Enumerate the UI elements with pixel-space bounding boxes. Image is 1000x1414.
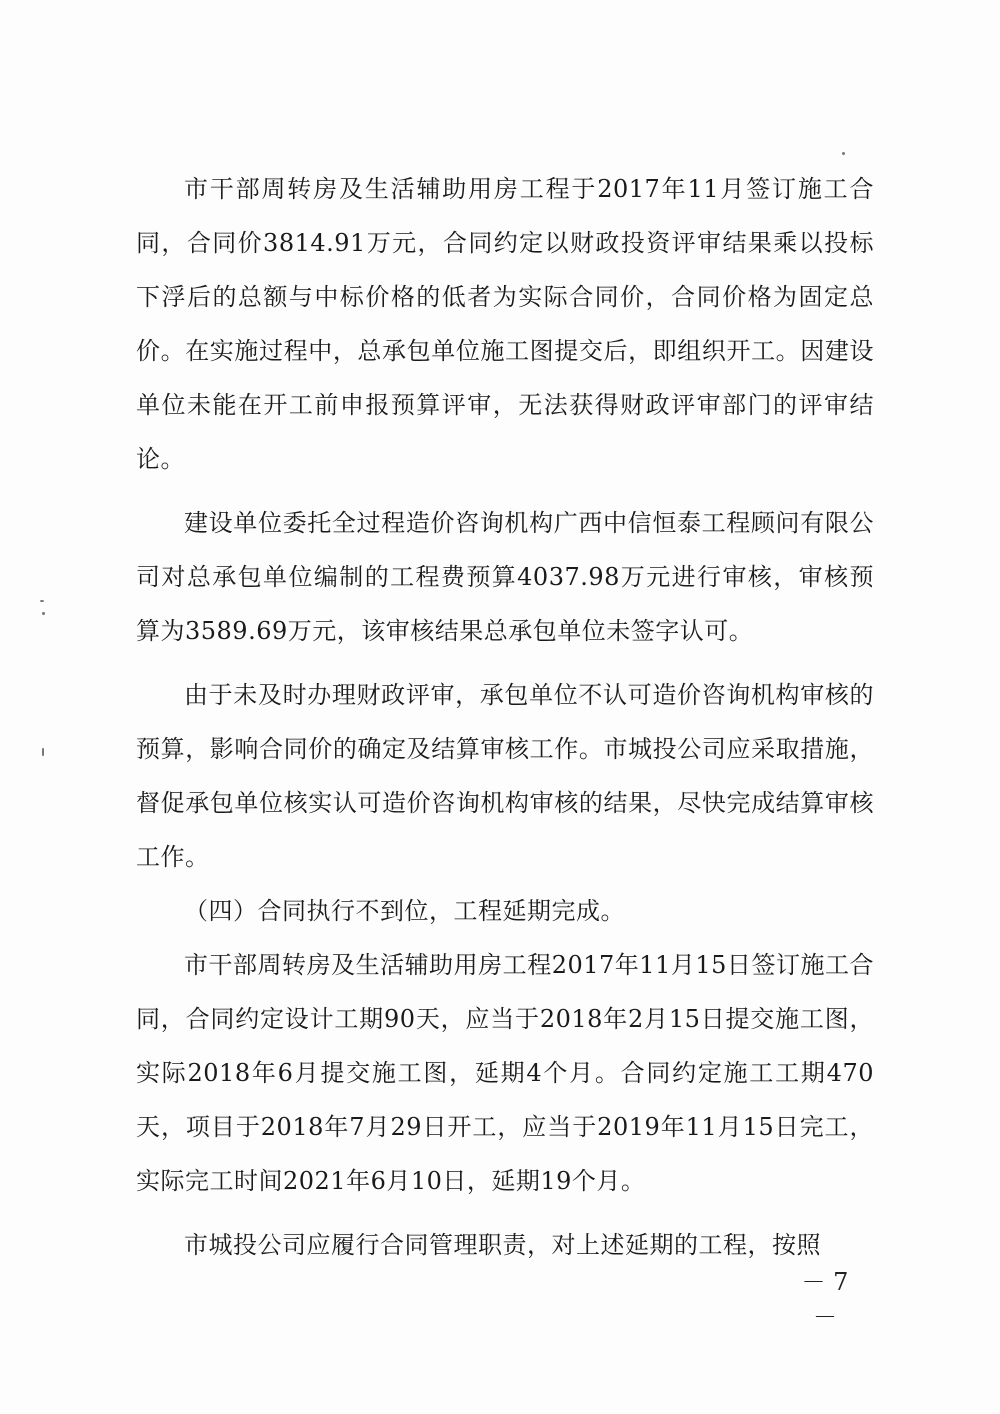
paragraph: 市干部周转房及生活辅助用房工程于2017年11月签订施工合同，合同价3814.91万元，合同约定以财政投资评审结果乘以投标下浮后的总额与中标价格的低者为实际合同价，合同价格为固定总价。在实施过程中，总承包单位施工图提交后，即组织开工。因建设单位未能在开工前申报预算评审，无法获得财政评审部门的评审结论。: [136, 175, 874, 473]
scan-speck: [40, 600, 44, 602]
paragraph: 由于未及时办理财政评审，承包单位不认可造价咨询机构审核的预算，影响合同价的确定及结算审核工作。市城投公司应采取措施，督促承包单位核实认可造价咨询机构审核的结果，尽快完成结算审核工作。: [136, 681, 874, 871]
page-number: － 7 －: [801, 1268, 849, 1331]
paragraph: 市城投公司应履行合同管理职责，对上述延期的工程，按照: [184, 1231, 821, 1259]
scan-speck: [42, 612, 45, 615]
body-text: [136, 162, 874, 1272]
paragraph: 建设单位委托全过程造价咨询机构广西中信恒泰工程顾问有限公司对总承包单位编制的工程费预算4037.98万元进行审核，审核预算为3589.69万元，该审核结果总承包单位未签字认可。: [136, 509, 874, 645]
scan-speck: [842, 152, 845, 155]
scan-speck: [42, 748, 44, 756]
paragraph: 市干部周转房及生活辅助用房工程2017年11月15日签订施工合同，合同约定设计工期90天，应当于2018年2月15日提交施工图，实际2018年6月提交施工图，延期4个月。合同约定施工工期470天，项目于2018年7月29日开工，应当于2019年11月15日完工，实际完工时间2021年6月10日，延期19个月。: [136, 951, 874, 1195]
section-heading: （四）合同执行不到位，工程延期完成。: [184, 897, 625, 925]
